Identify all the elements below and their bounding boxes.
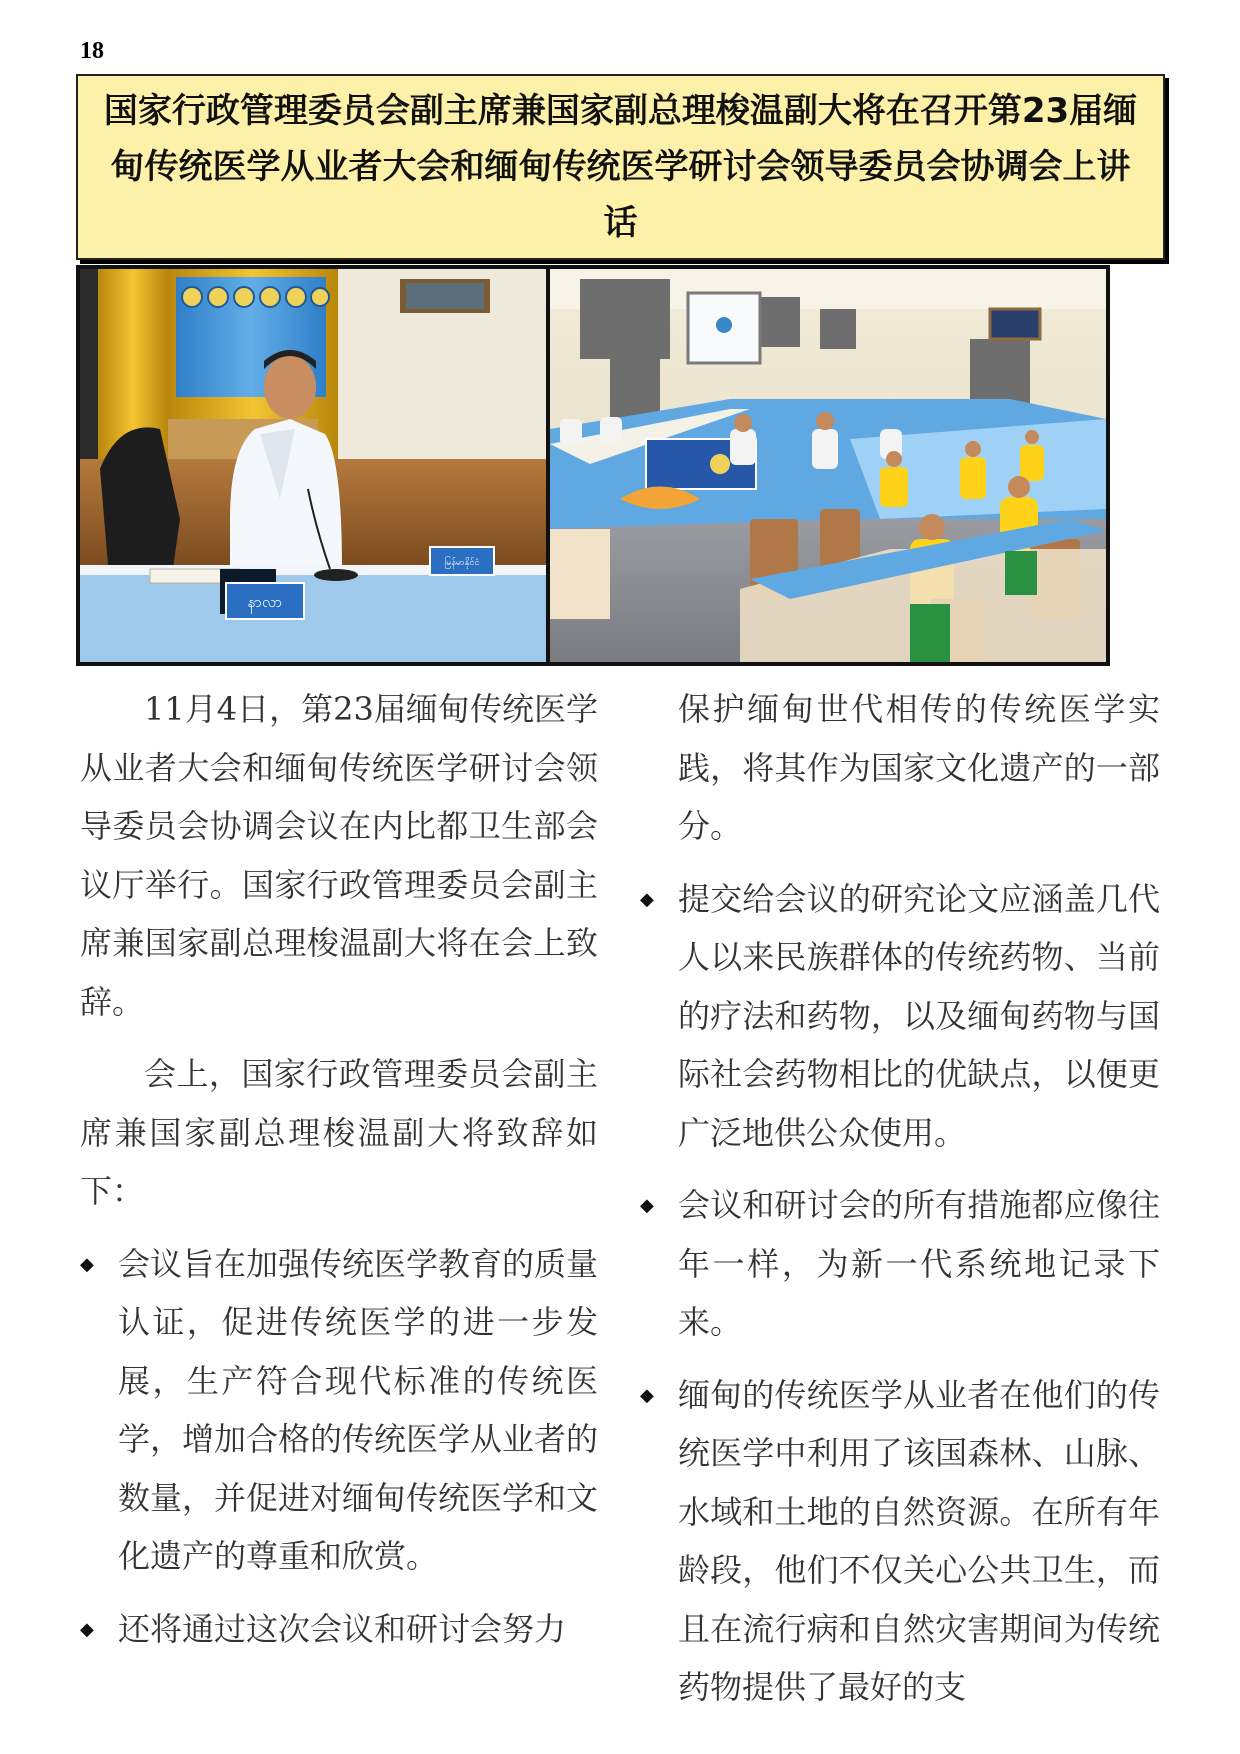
speaker-illustration xyxy=(80,269,546,662)
photo-speaker xyxy=(80,269,546,662)
list-item-text: 会议旨在加强传统医学教育的质量认证，促进传统医学的进一步发展，生产符合现代标准的传统医学，增加合格的传统医学从业者的数量，并促进对缅甸传统医学和文化遗产的尊重和欣赏。 xyxy=(118,1244,599,1575)
article-title: 国家行政管理委员会副主席兼国家副总理梭温副大将在召开第23届缅甸传统医学从业者大会和缅甸传统医学研讨会领导委员会协调会上讲话 xyxy=(103,91,1138,243)
list-item xyxy=(640,1176,1160,1352)
list-item-text: 缅甸的传统医学从业者在他们的传统医学中利用了该国森林、山脉、水域和土地的自然资源。在所有年龄段，他们不仅关心公共卫生，而且在流行病和自然灾害期间为传统药物提供了最好的支 xyxy=(678,1375,1160,1706)
article-paragraph-1: 11月4日，第23届缅甸传统医学从业者大会和缅甸传统医学研讨会领导委员会协调会议在内比都卫生部会议厅举行。国家行政管理委员会副主席兼国家副总理梭温副大将在会上致辞。 xyxy=(80,690,598,1021)
nameplate-right-text: မြန်မာနိုင်ငံ xyxy=(444,558,480,568)
list-item-text: 保护缅甸世代相传的传统医学实践，将其作为国家文化遗产的一部分。 xyxy=(678,690,1160,845)
bullet-list-left xyxy=(80,1235,598,1659)
list-item-text: 还将通过这次会议和研讨会努力 xyxy=(118,1609,567,1648)
list-item xyxy=(640,870,1160,1163)
photo-meeting-room xyxy=(550,269,1106,662)
list-item-text: 提交给会议的研究论文应涵盖几代人以来民族群体的传统药物、当前的疗法和药物，以及缅甸药物与国际社会药物相比的优缺点，以便更广泛地供公众使用。 xyxy=(678,879,1160,1152)
nameplate-text: နာလာ xyxy=(247,593,283,611)
list-item xyxy=(80,1600,598,1659)
photo-frame xyxy=(76,265,1110,666)
bullet-diamond-icon: ◆ xyxy=(640,1384,654,1406)
bullet-diamond-icon: ◆ xyxy=(80,1618,94,1640)
article-column-left xyxy=(80,680,598,1658)
bullet-diamond-icon: ◆ xyxy=(640,1195,654,1216)
bullet-list-right xyxy=(640,680,1160,1717)
list-item xyxy=(80,1235,598,1586)
list-item-continuation xyxy=(640,680,1160,856)
list-item-text: 会议和研讨会的所有措施都应像往年一样，为新一代系统地记录下来。 xyxy=(678,1186,1160,1341)
bullet-diamond-icon: ◆ xyxy=(640,888,654,910)
article-paragraph-2: 会上，国家行政管理委员会副主席兼国家副总理梭温副大将致辞如下： xyxy=(80,1055,598,1210)
page-number: 18 xyxy=(80,38,104,64)
article-column-right xyxy=(640,680,1160,1717)
meeting-illustration xyxy=(550,269,1106,662)
bullet-diamond-icon: ◆ xyxy=(80,1253,94,1275)
title-banner xyxy=(76,74,1165,260)
list-item xyxy=(640,1366,1160,1717)
